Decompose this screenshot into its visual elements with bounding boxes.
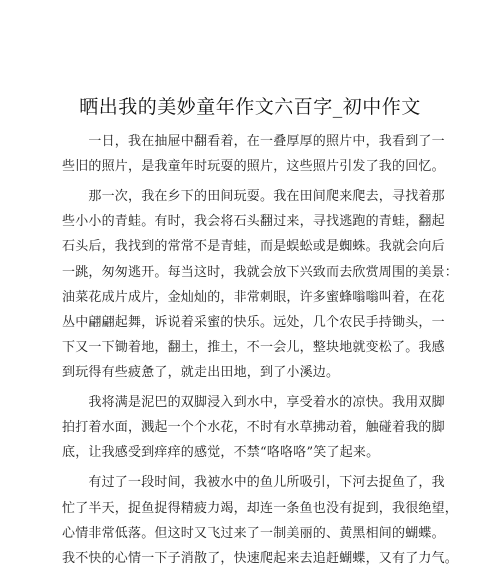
article-line: 一跳，匆匆逃开。每当这时，我就会放下兴致而去欣赏周围的美景：: [62, 265, 459, 280]
article-line: 些旧的照片，是我童年时玩耍的照片，这些照片引发了我的回忆。: [62, 159, 445, 174]
article-line: 丛中翩翩起舞，诉说着采蜜的快乐。远处，几个农民手持锄头，一: [62, 315, 445, 330]
article-line: 些小小的青蛙。有时，我会将石头翻过来，寻找逃跑的青蛙，翻起: [62, 214, 445, 229]
article-line: 下又一下锄着地，翻土，推土，不一会儿，整块地就变松了。我感: [62, 340, 445, 355]
article-line: 那一次，我在乡下的田间玩耍。我在田间爬来爬去，寻找着那: [62, 189, 445, 204]
article-line: 心情非常低落。但这时又飞过来了一制美丽的、黄黑相间的蝴蝶。: [62, 526, 445, 541]
article-line: 底，让我感受到痒痒的感觉，不禁“咯咯咯”笑了起来。: [62, 445, 380, 460]
article-line: 忙了半天，捉鱼捉得精疲力竭，却连一条鱼也没有捉到，我很绝望，: [62, 501, 459, 516]
article-line: 我将满是泥巴的双脚浸入到水中，享受着水的凉快。我用双脚: [62, 395, 445, 410]
article-line: 一日，我在抽屉中翻看着，在一叠厚厚的照片中，我看到了一: [62, 134, 445, 149]
article-line: 我不快的心情一下子消散了，快速爬起来去追赶蝴蝶，又有了力气。: [62, 551, 459, 566]
article-line: 石头后，我找到的常常不是青蛙，而是蜈蚣或是蜘蛛。我就会向后: [62, 239, 445, 254]
article-line: 到玩得有些疲惫了，就走出田地，到了小溪边。: [62, 365, 340, 380]
article-line: 油菜花成片成片，金灿灿的，非常刺眼，许多蜜蜂嗡嗡叫着，在花: [62, 290, 445, 305]
article-line: 有过了一段时间，我被水中的鱼儿所吸引，下河去捉鱼了，我: [62, 475, 445, 490]
article-title: 晒出我的美妙童年作文六百字_初中作文: [79, 96, 421, 118]
article-line: 拍打着水面，溅起一个个水花，不时有水草拂动着，触碰着我的脚: [62, 420, 445, 435]
